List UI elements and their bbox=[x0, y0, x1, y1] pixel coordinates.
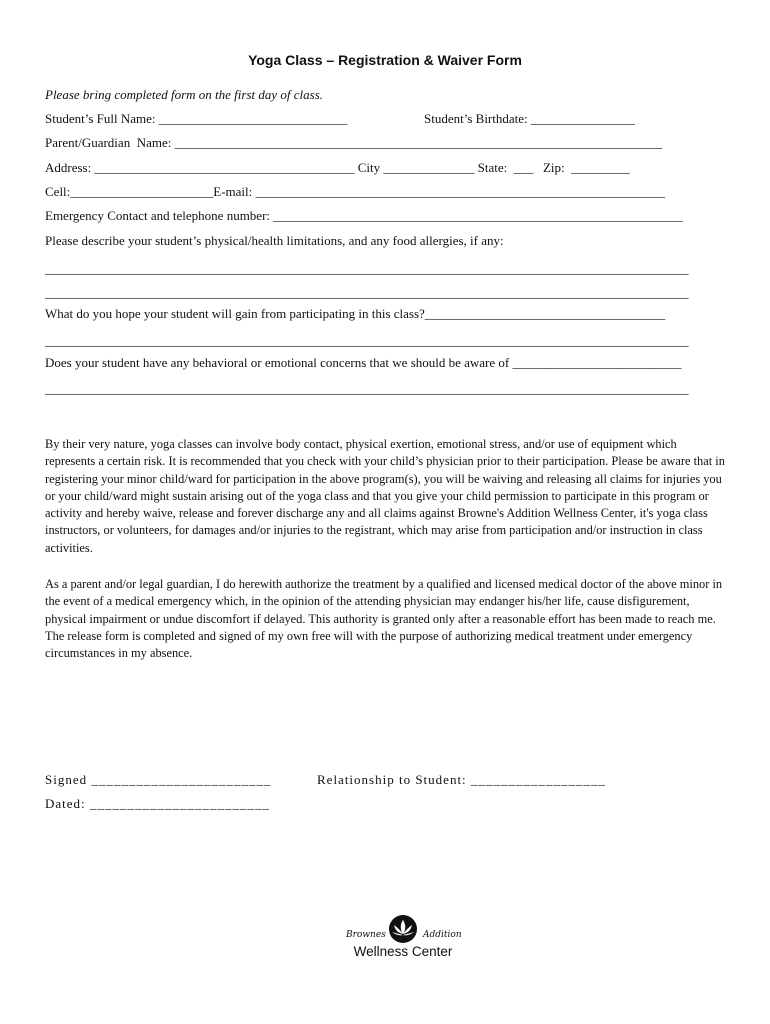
emergency-contact-field: Emergency Contact and telephone number: _______________________________________________________________ bbox=[45, 208, 683, 223]
behavior-answer-line: ___________________________________________________________________________________________________ bbox=[45, 381, 689, 396]
behavior-question: Does your student have any behavioral or emotional concerns that we should be aware of __________________________ bbox=[45, 355, 682, 370]
relationship-line: Relationship to Student: __________________ bbox=[317, 772, 606, 787]
address-field: Address: ________________________________________ City ______________ State: ___ Zip: _________ bbox=[45, 160, 630, 175]
student-name-field: Student’s Full Name: _____________________________ bbox=[45, 111, 348, 126]
lotus-icon bbox=[386, 914, 420, 944]
logo-left-text: Brownes bbox=[346, 930, 386, 940]
form-title: Yoga Class – Registration & Waiver Form bbox=[248, 52, 522, 68]
gain-question: What do you hope your student will gain from participating in this class?_____________________________________ bbox=[45, 306, 666, 321]
instruction-text: Please bring completed form on the first day of class. bbox=[45, 87, 324, 102]
wellness-center-logo bbox=[346, 914, 460, 964]
health-answer-line-1: ___________________________________________________________________________________________________ bbox=[45, 261, 689, 276]
health-question: Please describe your student’s physical/health limitations, and any food allergies, if any: bbox=[45, 233, 504, 248]
waiver-paragraph: By their very nature, yoga classes can involve body contact, physical exertion, emotional stress, and/or use of equipment which represents a certain risk. It is recommended that you check with your child’s physician prior to their participation. Please be aware that in registering your minor child/ward for participation in the above program(s), you will be waiving and releasing all claims for injuries you or your child/ward might sustain arising out of the yoga class and that you give your child permission to participate in this program or activity and hereby waive, release and forever discharge any and all claims against Browne's Addition Wellness Center, it's yoga class instructors, or volunteers, for damages and/or injuries to the registrant, which may arise from participation and/or instruction in class activities. bbox=[45, 437, 725, 555]
gain-answer-line: ___________________________________________________________________________________________________ bbox=[45, 333, 689, 348]
medical-authorization-paragraph: As a parent and/or legal guardian, I do herewith authorize the treatment by a qualified and licensed medical doctor of the above minor in the event of a medical emergency which, in the opinion of the attending physician may endanger his/her life, cause disfigurement, physical impairment or undue discomfort if delayed. This authority is granted only after a reasonable effort has been made to reach me. The release form is completed and signed of my own free will with the purpose of authorizing medical treatment under emergency circumstances in my absence. bbox=[45, 577, 723, 661]
cell-email-field: Cell:______________________E-mail: _______________________________________________________________ bbox=[45, 184, 666, 199]
health-answer-line-2: ___________________________________________________________________________________________________ bbox=[45, 285, 689, 300]
birthdate-field: Student’s Birthdate: ________________ bbox=[424, 111, 635, 126]
signed-line: Signed ________________________ bbox=[45, 772, 272, 787]
guardian-name-field: Parent/Guardian Name: ___________________________________________________________________________ bbox=[45, 135, 663, 150]
dated-line: Dated: ________________________ bbox=[45, 796, 270, 811]
logo-right-text: Addition bbox=[423, 930, 462, 940]
logo-bottom-text: Wellness Center bbox=[353, 944, 453, 959]
